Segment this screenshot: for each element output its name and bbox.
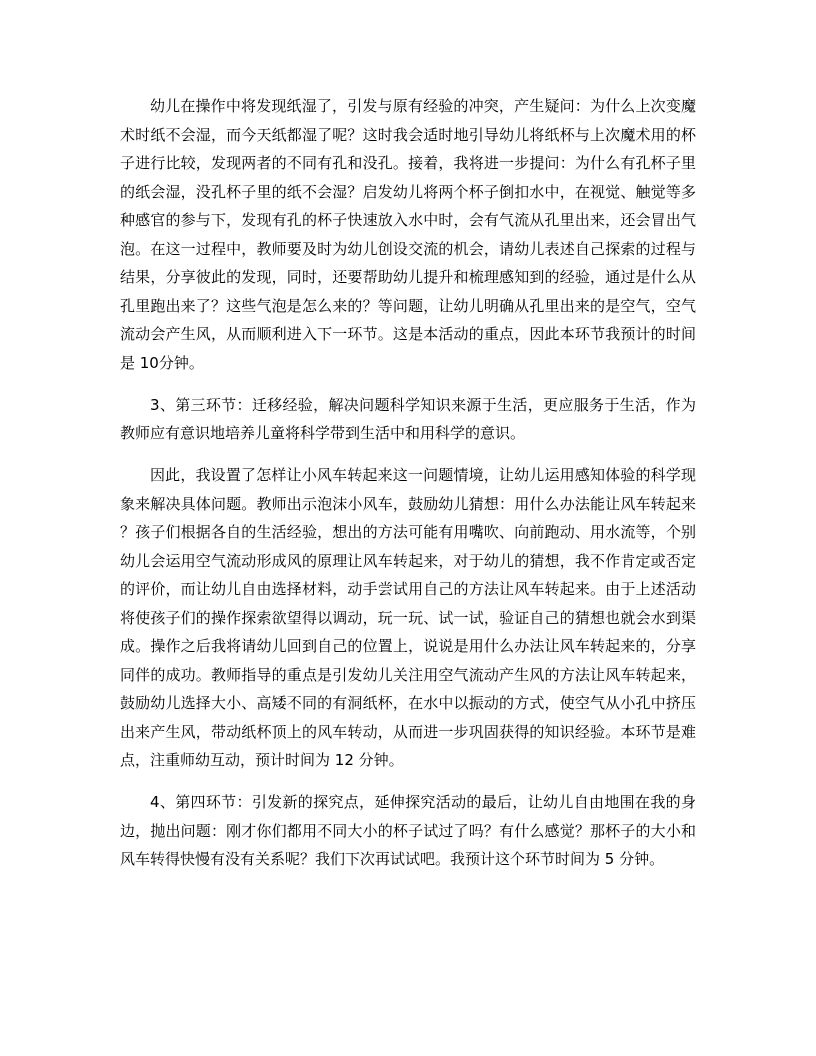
- document-page: [120, 92, 696, 887]
- paragraph-step-3: 3、第三环节：迁移经验，解决问题科学知识来源于生活，更应服务于生活，作为教师应有意识地培养儿童将科学带到生活中和用科学的意识。: [120, 395, 696, 442]
- paragraph-step-3-detail: 因此，我设置了怎样让小风车转起来这一问题情境，让幼儿运用感知体验的科学现象来解决具体问题。教师出示泡沫小风车，鼓励幼儿猜想：用什么办法能让风车转起来？孩子们根据各自的生活经验，想出的方法可能有用嘴吹、向前跑动、用水流等，个别幼儿会运用空气流动形成风的原理让风车转起来，对于幼儿的猜想，我不作肯定或否定的评价，而让幼儿自由选择材料，动手尝试用自己的方法让风车转起来。由于上述活动将使孩子们的操作探索欲望得以调动，玩一玩、试一试，验证自己的猜想也就会水到渠成。操作之后我将请幼儿回到自己的位置上，说说是用什么办法让风车转起来的，分享同伴的成功。教师指导的重点是引发幼儿关注用空气流动产生风的方法让风车转起来，鼓励幼儿选择大小、高矮不同的有洞纸杯，在水中以振动的方式，使空气从小孔中挤压出来产生风，带动纸杯顶上的风车转动，从而进一步巩固获得的知识经验。本环节是难点，注重师幼互动，预计时间为 12 分钟。: [120, 466, 696, 769]
- paragraph-step-4: 4、第四环节：引发新的探究点，延伸探究活动的最后，让幼儿自由地围在我的身边，抛出问题：刚才你们都用不同大小的杯子试过了吗？有什么感觉？那杯子的大小和风车转得快慢有没有关系呢？我们下次再试试吧。我预计这个环节时间为 5 分钟。: [120, 793, 696, 868]
- paragraph-observation: 幼儿在操作中将发现纸湿了，引发与原有经验的冲突，产生疑问：为什么上次变魔术时纸不会湿，而今天纸都湿了呢？这时我会适时地引导幼儿将纸杯与上次魔术用的杯子进行比较，发现两者的不同有孔和没孔。接着，我将进一步提问：为什么有孔杯子里的纸会湿，没孔杯子里的纸不会湿？启发幼儿将两个杯子倒扣水中，在视觉、触觉等多种感官的参与下，发现有孔的杯子快速放入水中时，会有气流从孔里出来，还会冒出气泡。在这一过程中，教师要及时为幼儿创设交流的机会，请幼儿表述自己探索的过程与结果，分享彼此的发现，同时，还要帮助幼儿提升和梳理感知到的经验，通过是什么从孔里跑出来了？这些气泡是怎么来的？等问题，让幼儿明确从孔里出来的是空气，空气流动会产生风，从而顺利进入下一环节。这是本活动的重点，因此本环节我预计的时间是 10分钟。: [120, 97, 696, 372]
